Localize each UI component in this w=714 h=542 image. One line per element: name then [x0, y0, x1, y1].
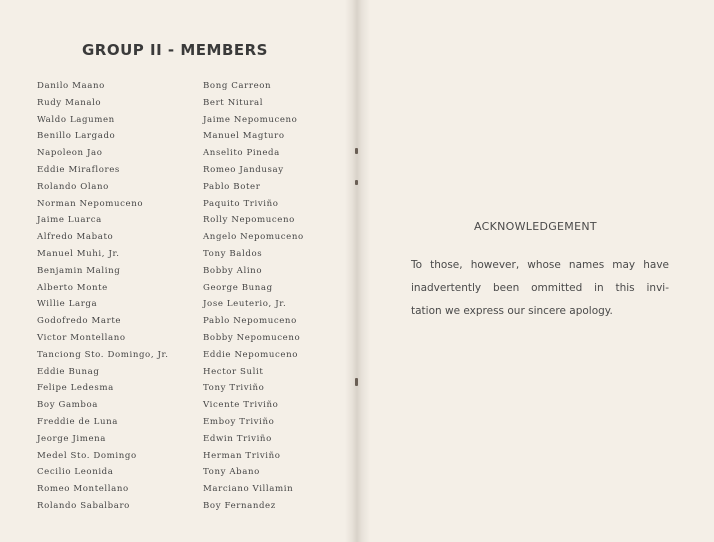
- member-name: Paquito Triviño: [203, 198, 279, 209]
- acknowledgement-title: ACKNOWLEDGEMENT: [474, 220, 597, 233]
- member-name: Willie Larga: [37, 299, 98, 310]
- member-name: Jaime Nepomuceno: [203, 114, 298, 125]
- acknowledgement-line: inadvertently been ommitted in this invi-: [411, 282, 669, 294]
- member-name: Jose Leuterio, Jr.: [203, 299, 287, 310]
- member-name: Benjamin Maling: [37, 265, 121, 276]
- member-name: Eddie Miraflores: [37, 164, 120, 175]
- member-name: Anselito Pineda: [203, 148, 280, 159]
- member-name: Tanciong Sto. Domingo, Jr.: [37, 349, 169, 360]
- member-name: Tony Baldos: [203, 248, 263, 259]
- member-name: Godofredo Marte: [37, 316, 122, 327]
- member-name: Bert Nitural: [203, 97, 264, 108]
- member-name: Pablo Boter: [203, 181, 261, 192]
- member-name: Romeo Montellano: [37, 484, 129, 495]
- member-name: Cecilio Leonida: [37, 467, 114, 478]
- member-name: Victor Montellano: [37, 332, 126, 343]
- member-name: Vicente Triviño: [203, 400, 279, 411]
- acknowledgement-line: To those, however, whose names may have: [411, 259, 669, 271]
- member-name: Rudy Manalo: [37, 97, 102, 108]
- member-name: Alberto Monte: [37, 282, 108, 293]
- member-name: Napoleon Jao: [37, 148, 103, 159]
- member-name: Jeorge Jimena: [37, 433, 107, 444]
- member-name: Eddie Bunag: [37, 366, 100, 377]
- members-column-1: [37, 78, 169, 515]
- right-page: [358, 0, 714, 542]
- member-name: Pablo Nepomuceno: [203, 316, 297, 327]
- member-name: George Bunag: [203, 282, 273, 293]
- member-name: Freddie de Luna: [37, 416, 118, 427]
- member-name: Felipe Ledesma: [37, 383, 114, 394]
- member-name: Manuel Muhi, Jr.: [37, 248, 120, 259]
- member-name: Edwin Triviño: [203, 433, 272, 444]
- member-name: Benillo Largado: [37, 131, 116, 142]
- member-name: Bobby Nepomuceno: [203, 332, 301, 343]
- member-name: Tony Triviño: [203, 383, 265, 394]
- member-name: Bobby Alino: [203, 265, 263, 276]
- member-name: Boy Fernandez: [203, 500, 276, 511]
- member-name: Eddie Nepomuceno: [203, 349, 299, 360]
- member-name: Romeo Jandusay: [203, 164, 284, 175]
- member-name: Medel Sto. Domingo: [37, 450, 137, 461]
- member-name: Boy Gamboa: [37, 400, 99, 411]
- member-name: Rolly Nepomuceno: [203, 215, 295, 226]
- member-name: Norman Nepomuceno: [37, 198, 144, 209]
- member-name: Waldo Lagumen: [37, 114, 115, 125]
- member-name: Rolando Sabalbaro: [37, 500, 130, 511]
- member-name: Marciano Villamin: [203, 484, 294, 495]
- member-name: Danilo Maano: [37, 81, 105, 91]
- left-page: [0, 0, 356, 542]
- group-title: GROUP II - MEMBERS: [82, 41, 268, 59]
- member-name: Tony Abano: [203, 467, 260, 478]
- member-name: Alfredo Mabato: [37, 232, 114, 243]
- member-name: Bong Carreon: [203, 81, 272, 91]
- member-name: Herman Triviño: [203, 450, 281, 461]
- member-name: Angelo Nepomuceno: [203, 232, 304, 243]
- members-column-2: [203, 78, 304, 515]
- member-name: Jaime Luarca: [37, 215, 102, 226]
- member-name: Hector Sulit: [203, 366, 264, 377]
- member-name: Rolando Olano: [37, 181, 109, 192]
- member-name: Manuel Magturo: [203, 131, 285, 142]
- member-name: Emboy Triviño: [203, 416, 275, 427]
- acknowledgement-line: tation we express our sincere apology.: [411, 305, 613, 317]
